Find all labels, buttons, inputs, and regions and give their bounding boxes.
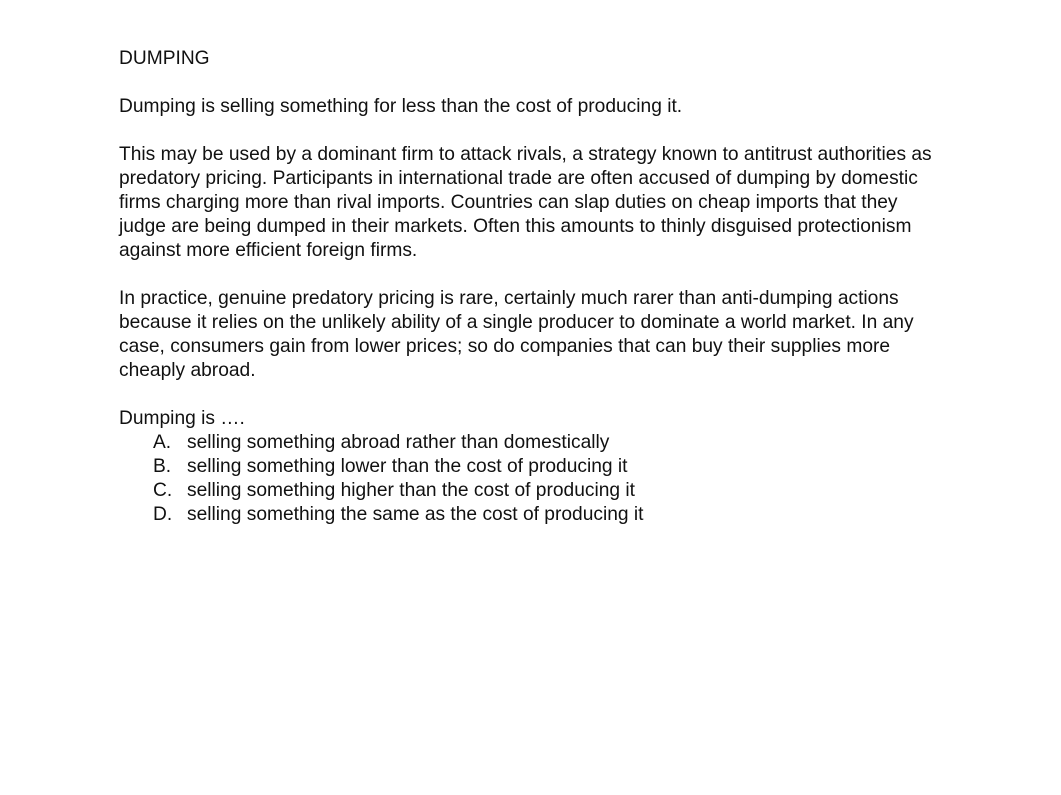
page-title: DUMPING	[119, 48, 210, 69]
option-letter: D.	[153, 504, 173, 525]
document-page	[119, 47, 949, 527]
definition-paragraph: Dumping is selling something for less than the cost of producing it.	[119, 96, 683, 117]
option-d	[153, 503, 949, 527]
option-text: selling something abroad rather than domestically	[187, 432, 610, 453]
answer-options	[119, 431, 949, 527]
option-text: selling something lower than the cost of producing it	[187, 456, 628, 477]
option-text: selling something higher than the cost of producing it	[187, 480, 635, 501]
option-letter: B.	[153, 456, 172, 477]
question-stem: Dumping is ….	[119, 408, 245, 429]
option-letter: A.	[153, 432, 172, 453]
option-a	[153, 431, 949, 455]
option-text: selling something the same as the cost of producing it	[187, 504, 644, 525]
option-letter: C.	[153, 480, 173, 501]
practice-paragraph: In practice, genuine predatory pricing is rare, certainly much rarer than anti-dumping actions because it relies on the unlikely ability of a single producer to dominate a world market. In any case, consumers gain from lower prices; so do companies that can buy their supplies more cheaply abroad.	[119, 288, 914, 381]
option-b	[153, 455, 949, 479]
predatory-pricing-paragraph: This may be used by a dominant firm to attack rivals, a strategy known to antitrust authorities as predatory pricing. Participants in international trade are often accused of dumping by domestic firms charging more than rival imports. Countries can slap duties on cheap imports that they judge are being dumped in their markets. Often this amounts to thinly disguised protectionism against more efficient foreign firms.	[119, 144, 932, 261]
question-block	[119, 407, 949, 527]
option-c	[153, 479, 949, 503]
